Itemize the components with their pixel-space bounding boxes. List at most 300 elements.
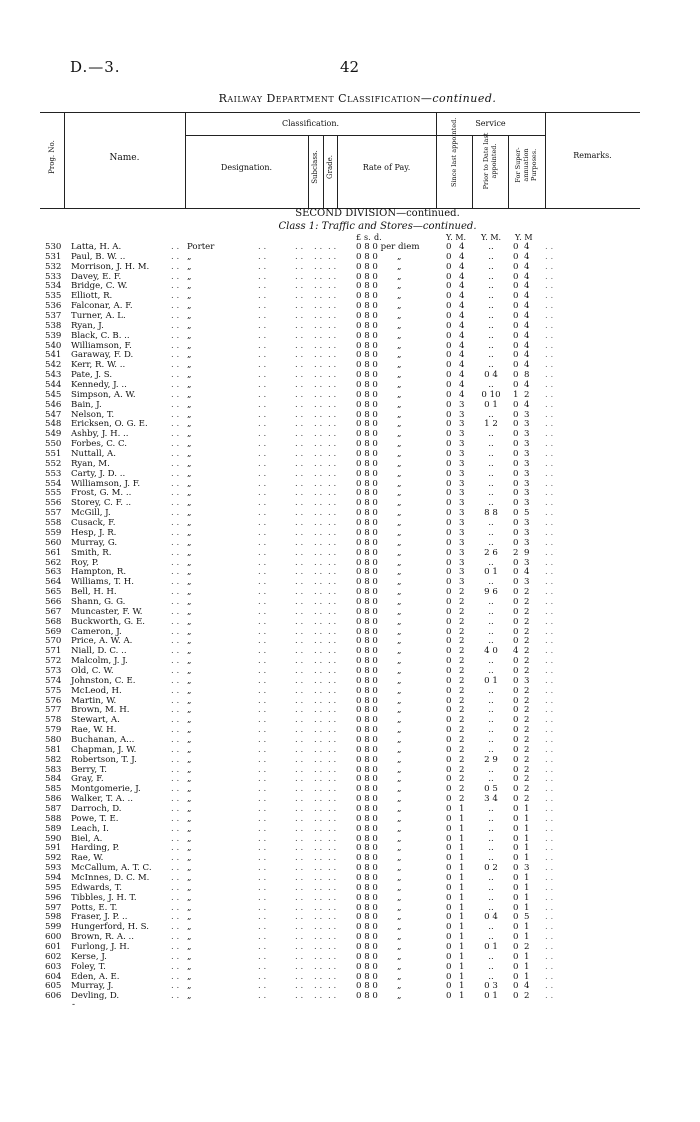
- row-super-months: 2: [524, 942, 530, 953]
- leader-dots: . .: [171, 695, 180, 706]
- leader-dots: . .: [258, 803, 267, 814]
- row-name: Johnston, C. E.: [71, 675, 136, 686]
- row-since-months: 2: [459, 715, 465, 726]
- row-number: 548: [45, 419, 62, 430]
- leader-dots: . .: [295, 705, 304, 716]
- row-since-months: 4: [459, 360, 465, 371]
- row-since-years: 0: [446, 774, 452, 785]
- ditto-mark: „: [397, 695, 402, 706]
- leader-dots: . .: [171, 281, 180, 292]
- row-designation: „: [187, 912, 192, 923]
- leader-dots: . .: [295, 370, 304, 381]
- row-since-years: 0: [446, 380, 452, 391]
- leader-dots: . .: [328, 665, 337, 676]
- row-since-years: 0: [446, 301, 452, 312]
- leader-dots: . .: [258, 311, 267, 322]
- row-number: 572: [45, 656, 62, 667]
- row-designation: „: [187, 577, 192, 588]
- row-rate-of-pay: 0 8 0: [356, 853, 378, 864]
- row-rate-of-pay: 0 8 0: [356, 439, 378, 450]
- row-prior-service: ..: [488, 606, 494, 617]
- leader-dots: . .: [314, 251, 323, 262]
- unit-ym-since: Y. M.: [446, 233, 467, 242]
- leader-dots: . .: [328, 656, 337, 667]
- row-since-months: 1: [459, 951, 465, 962]
- leader-dots: . .: [545, 577, 554, 588]
- row-name: Martin, W.: [71, 695, 117, 706]
- row-since-years: 0: [446, 803, 452, 814]
- row-since-years: 0: [446, 429, 452, 440]
- ditto-mark: „: [397, 370, 402, 381]
- row-since-years: 0: [446, 784, 452, 795]
- row-number: 534: [45, 281, 62, 292]
- leader-dots: . .: [295, 833, 304, 844]
- row-super-years: 0: [513, 803, 519, 814]
- leader-dots: . .: [545, 626, 554, 637]
- row-rate-of-pay: 0 8 0: [356, 803, 378, 814]
- row-super-months: 3: [524, 577, 530, 588]
- leader-dots: . .: [545, 734, 554, 745]
- row-designation: „: [187, 873, 192, 883]
- leader-dots: . .: [545, 527, 554, 538]
- leader-dots: . .: [295, 892, 304, 903]
- leader-dots: . .: [328, 942, 337, 953]
- leader-dots: . .: [171, 488, 180, 499]
- row-rate-of-pay: 0 8 0: [356, 942, 378, 953]
- row-number: 540: [45, 340, 62, 351]
- leader-dots: . .: [545, 281, 554, 292]
- row-number: 588: [45, 813, 62, 824]
- leader-dots: . .: [314, 636, 323, 647]
- leader-dots: . .: [258, 587, 267, 598]
- row-prior-service: ..: [488, 813, 494, 824]
- row-designation: „: [187, 330, 192, 341]
- leader-dots: . .: [295, 557, 304, 568]
- row-rate-of-pay: 0 8 0: [356, 784, 378, 795]
- row-super-months: 1: [524, 813, 530, 824]
- row-rate-of-pay: 0 8 0: [356, 291, 378, 302]
- row-designation: „: [187, 389, 192, 400]
- row-rate-of-pay: 0 8 0: [356, 478, 378, 489]
- row-name: Foley, T.: [71, 961, 106, 972]
- leader-dots: . .: [314, 311, 323, 322]
- row-name: Black, C. B. ..: [71, 330, 130, 341]
- row-super-years: 0: [513, 498, 519, 509]
- row-super-months: 2: [524, 606, 530, 617]
- leader-dots: . .: [545, 399, 554, 410]
- row-since-months: 1: [459, 823, 465, 834]
- row-since-years: 0: [446, 902, 452, 913]
- row-number: 585: [45, 784, 62, 795]
- row-super-months: 1: [524, 951, 530, 962]
- row-designation: „: [187, 932, 192, 943]
- row-since-months: 2: [459, 636, 465, 647]
- row-designation: „: [187, 715, 192, 726]
- row-since-years: 0: [446, 725, 452, 736]
- row-name: Darroch, D.: [71, 803, 122, 814]
- row-number: 549: [45, 429, 62, 440]
- leader-dots: . .: [171, 912, 180, 923]
- row-since-years: 0: [446, 764, 452, 775]
- leader-dots: . .: [258, 951, 267, 962]
- row-since-months: 2: [459, 626, 465, 637]
- leader-dots: . .: [314, 370, 323, 381]
- row-since-years: 0: [446, 478, 452, 489]
- row-designation: „: [187, 360, 192, 371]
- leader-dots: . .: [258, 242, 267, 252]
- row-since-years: 0: [446, 537, 452, 548]
- ditto-mark: „: [397, 833, 402, 844]
- row-super-months: 5: [524, 912, 530, 923]
- ditto-mark: „: [397, 715, 402, 726]
- leader-dots: . .: [328, 498, 337, 509]
- row-super-months: 4: [524, 380, 530, 391]
- row-since-years: 0: [446, 409, 452, 420]
- leader-dots: . .: [258, 389, 267, 400]
- leader-dots: . .: [314, 291, 323, 302]
- leader-dots: . .: [171, 606, 180, 617]
- leader-dots: . .: [171, 537, 180, 548]
- leader-dots: . .: [545, 508, 554, 519]
- leader-dots: . .: [545, 596, 554, 607]
- leader-dots: . .: [314, 774, 323, 785]
- row-rate-of-pay: 0 8 0: [356, 636, 378, 647]
- leader-dots: . .: [328, 429, 337, 440]
- ditto-mark: „: [397, 665, 402, 676]
- row-since-months: 2: [459, 784, 465, 795]
- row-super-months: 2: [524, 587, 530, 598]
- row-since-months: 4: [459, 340, 465, 351]
- leader-dots: . .: [295, 961, 304, 972]
- row-rate-of-pay: 0 8 0: [356, 715, 378, 726]
- leader-dots: . .: [314, 478, 323, 489]
- leader-dots: . .: [314, 449, 323, 460]
- leader-dots: . .: [314, 587, 323, 598]
- leader-dots: . .: [295, 577, 304, 588]
- ditto-mark: „: [397, 399, 402, 410]
- class-heading: Class 1: Traffic and Stores—continued.: [278, 221, 477, 232]
- row-prior-service: 9 6: [484, 587, 498, 598]
- row-rate-of-pay: 0 8 0: [356, 468, 378, 479]
- ditto-mark: „: [397, 311, 402, 322]
- row-designation: „: [187, 981, 192, 992]
- leader-dots: . .: [314, 991, 323, 1002]
- row-name: Furlong, J. H.: [71, 942, 130, 953]
- leader-dots: . .: [171, 311, 180, 322]
- row-number: 544: [45, 380, 62, 391]
- row-rate-of-pay: 0 8 0: [356, 567, 378, 578]
- row-name: Hampton, R.: [71, 567, 127, 578]
- row-name: McInnes, D. C. M.: [71, 873, 150, 883]
- row-number: 575: [45, 685, 62, 696]
- row-name: Falconar, A. F.: [71, 301, 133, 312]
- leader-dots: . .: [171, 518, 180, 529]
- leader-dots: . .: [258, 508, 267, 519]
- row-rate-of-pay: 0 8 0: [356, 449, 378, 460]
- leader-dots: . .: [258, 291, 267, 302]
- leader-dots: . .: [314, 439, 323, 450]
- row-designation: „: [187, 301, 192, 312]
- row-prior-service: ..: [488, 409, 494, 420]
- ditto-mark: „: [397, 744, 402, 755]
- leader-dots: . .: [171, 646, 180, 657]
- leader-dots: . .: [295, 596, 304, 607]
- service-header: Service: [475, 119, 506, 128]
- row-number: 579: [45, 725, 62, 736]
- row-number: 551: [45, 449, 62, 460]
- leader-dots: . .: [171, 577, 180, 588]
- row-number: 553: [45, 468, 62, 479]
- leader-dots: . .: [295, 784, 304, 795]
- ditto-mark: „: [397, 981, 402, 992]
- ditto-mark: „: [397, 823, 402, 834]
- leader-dots: . .: [171, 320, 180, 331]
- row-prior-service: ..: [488, 527, 494, 538]
- table-header: [40, 112, 640, 209]
- row-name: Williams, T. H.: [71, 577, 134, 588]
- row-designation: „: [187, 942, 192, 953]
- row-rate-of-pay: 0 8 0: [356, 685, 378, 696]
- row-rate-of-pay: 0 8 0: [356, 823, 378, 834]
- row-designation: „: [187, 882, 192, 893]
- leader-dots: . .: [545, 803, 554, 814]
- leader-dots: . .: [171, 932, 180, 943]
- row-rate-of-pay: 0 8 0: [356, 981, 378, 992]
- row-name: Nuttall, A.: [71, 449, 116, 460]
- row-designation: „: [187, 803, 192, 814]
- leader-dots: . .: [295, 922, 304, 933]
- row-super-months: 1: [524, 873, 530, 883]
- row-super-years: 0: [513, 754, 519, 765]
- ditto-mark: „: [397, 449, 402, 460]
- leader-dots: . .: [328, 242, 337, 252]
- row-super-years: 0: [513, 527, 519, 538]
- row-super-months: 2: [524, 734, 530, 745]
- leader-dots: . .: [295, 823, 304, 834]
- leader-dots: . .: [314, 646, 323, 657]
- row-since-years: 0: [446, 242, 452, 252]
- row-super-years: 0: [513, 774, 519, 785]
- ditto-mark: „: [397, 518, 402, 529]
- leader-dots: . .: [171, 439, 180, 450]
- row-number: 531: [45, 251, 62, 262]
- leader-dots: . .: [314, 942, 323, 953]
- row-rate-of-pay: 0 8 0: [356, 370, 378, 381]
- row-super-months: 2: [524, 991, 530, 1002]
- row-super-years: 0: [513, 409, 519, 420]
- leader-dots: . .: [545, 873, 554, 883]
- leader-dots: . .: [258, 784, 267, 795]
- row-since-years: 0: [446, 794, 452, 805]
- row-prior-service: ..: [488, 774, 494, 785]
- row-super-years: 0: [513, 340, 519, 351]
- leader-dots: . .: [314, 409, 323, 420]
- leader-dots: . .: [258, 794, 267, 805]
- row-name: McCallum, A. T. C.: [71, 863, 152, 874]
- row-number: 565: [45, 587, 62, 598]
- row-name: Eden, A. E.: [71, 971, 120, 982]
- row-name: Harding, P.: [71, 843, 120, 854]
- leader-dots: . .: [295, 675, 304, 686]
- row-number: 576: [45, 695, 62, 706]
- row-designation: „: [187, 951, 192, 962]
- leader-dots: . .: [545, 922, 554, 933]
- leader-dots: . .: [171, 596, 180, 607]
- row-super-years: 0: [513, 488, 519, 499]
- row-super-months: 3: [524, 527, 530, 538]
- leader-dots: . .: [171, 370, 180, 381]
- row-super-years: 0: [513, 942, 519, 953]
- row-prior-service: ..: [488, 468, 494, 479]
- row-number: 606: [45, 991, 62, 1002]
- row-prior-service: 0 1: [484, 399, 498, 410]
- leader-dots: . .: [314, 803, 323, 814]
- row-number: 577: [45, 705, 62, 716]
- row-since-months: 4: [459, 330, 465, 341]
- leader-dots: . .: [328, 567, 337, 578]
- row-number: 605: [45, 981, 62, 992]
- row-rate-of-pay: 0 8 0: [356, 961, 378, 972]
- row-designation: „: [187, 606, 192, 617]
- row-since-months: 2: [459, 695, 465, 706]
- row-name: Bain, J.: [71, 399, 102, 410]
- row-since-years: 0: [446, 853, 452, 864]
- unit-ym-prior: Y. M.: [481, 233, 502, 242]
- row-super-months: 1: [524, 932, 530, 943]
- leader-dots: . .: [314, 873, 323, 883]
- row-number: 547: [45, 409, 62, 420]
- row-super-years: 0: [513, 971, 519, 982]
- leader-dots: . .: [258, 774, 267, 785]
- subclass-header: Subclass.: [311, 150, 319, 184]
- row-prior-service: ..: [488, 715, 494, 726]
- leader-dots: . .: [258, 675, 267, 686]
- row-super-years: 0: [513, 350, 519, 361]
- row-since-months: 4: [459, 251, 465, 262]
- row-since-months: 3: [459, 419, 465, 430]
- row-number: 592: [45, 853, 62, 864]
- leader-dots: . .: [328, 577, 337, 588]
- leader-dots: . .: [171, 873, 180, 883]
- row-name: Devling, D.: [71, 991, 120, 1002]
- leader-dots: . .: [258, 715, 267, 726]
- leader-dots: . .: [171, 527, 180, 538]
- row-designation: „: [187, 320, 192, 331]
- leader-dots: . .: [328, 725, 337, 736]
- leader-dots: . .: [258, 981, 267, 992]
- row-name: Murray, J.: [71, 981, 114, 992]
- row-since-months: 3: [459, 547, 465, 558]
- ditto-mark: „: [397, 784, 402, 795]
- row-super-years: 0: [513, 636, 519, 647]
- row-prior-service: ..: [488, 665, 494, 676]
- row-super-months: 4: [524, 251, 530, 262]
- leader-dots: . .: [295, 734, 304, 745]
- row-prior-service: ..: [488, 291, 494, 302]
- leader-dots: . .: [328, 626, 337, 637]
- row-rate-of-pay: 0 8 0: [356, 725, 378, 736]
- row-rate-of-pay: 0 8 0: [356, 587, 378, 598]
- row-since-years: 0: [446, 527, 452, 538]
- prior-to-date-header: Prior to Date last appointed.: [482, 132, 498, 190]
- row-number: 535: [45, 291, 62, 302]
- row-name: Ashby, J. H. ..: [71, 429, 129, 440]
- row-rate-of-pay: 0 8 0: [356, 498, 378, 509]
- leader-dots: . .: [545, 636, 554, 647]
- leader-dots: . .: [295, 488, 304, 499]
- row-designation: „: [187, 587, 192, 598]
- leader-dots: . .: [314, 330, 323, 341]
- row-since-years: 0: [446, 675, 452, 686]
- leader-dots: . .: [545, 646, 554, 657]
- row-since-years: 0: [446, 823, 452, 834]
- row-prior-service: ..: [488, 695, 494, 706]
- row-prior-service: ..: [488, 498, 494, 509]
- row-since-years: 0: [446, 754, 452, 765]
- row-since-months: 4: [459, 281, 465, 292]
- leader-dots: . .: [295, 774, 304, 785]
- row-name: Shann, G. G.: [71, 596, 126, 607]
- row-since-months: 1: [459, 902, 465, 913]
- row-prior-service: ..: [488, 892, 494, 903]
- row-rate-of-pay: 0 8 0: [356, 577, 378, 588]
- row-rate-of-pay: 0 8 0: [356, 892, 378, 903]
- row-name: Malcolm, J. J.: [71, 656, 128, 667]
- ditto-mark: „: [397, 774, 402, 785]
- leader-dots: . .: [258, 873, 267, 883]
- row-number: 537: [45, 311, 62, 322]
- row-super-years: 0: [513, 764, 519, 775]
- row-number: 570: [45, 636, 62, 647]
- leader-dots: . .: [258, 961, 267, 972]
- ditto-mark: „: [397, 951, 402, 962]
- leader-dots: . .: [295, 567, 304, 578]
- leader-dots: . .: [258, 754, 267, 765]
- leader-dots: . .: [328, 291, 337, 302]
- row-rate-of-pay: 0 8 0: [356, 330, 378, 341]
- row-prior-service: ..: [488, 823, 494, 834]
- row-designation: „: [187, 380, 192, 391]
- row-super-years: 0: [513, 458, 519, 469]
- leader-dots: . .: [314, 843, 323, 854]
- row-rate-of-pay: 0 8 0: [356, 340, 378, 351]
- leader-dots: . .: [545, 518, 554, 529]
- row-prior-service: ..: [488, 843, 494, 854]
- row-since-years: 0: [446, 330, 452, 341]
- leader-dots: . .: [314, 813, 323, 824]
- leader-dots: . .: [545, 380, 554, 391]
- page-number: 42: [340, 58, 360, 76]
- leader-dots: . .: [328, 518, 337, 529]
- row-super-years: 0: [513, 449, 519, 460]
- leader-dots: . .: [171, 508, 180, 519]
- ditto-mark: „: [397, 291, 402, 302]
- row-super-months: 2: [524, 754, 530, 765]
- row-since-years: 0: [446, 577, 452, 588]
- row-since-months: 3: [459, 399, 465, 410]
- leader-dots: . .: [258, 922, 267, 933]
- leader-dots: . .: [258, 685, 267, 696]
- row-super-months: 4: [524, 242, 530, 252]
- row-since-months: 3: [459, 449, 465, 460]
- row-designation: „: [187, 409, 192, 420]
- ditto-mark: „: [397, 301, 402, 312]
- row-designation: „: [187, 971, 192, 982]
- row-since-years: 0: [446, 261, 452, 272]
- leader-dots: . .: [328, 705, 337, 716]
- row-name: Muncaster, F. W.: [71, 606, 143, 617]
- row-since-years: 0: [446, 399, 452, 410]
